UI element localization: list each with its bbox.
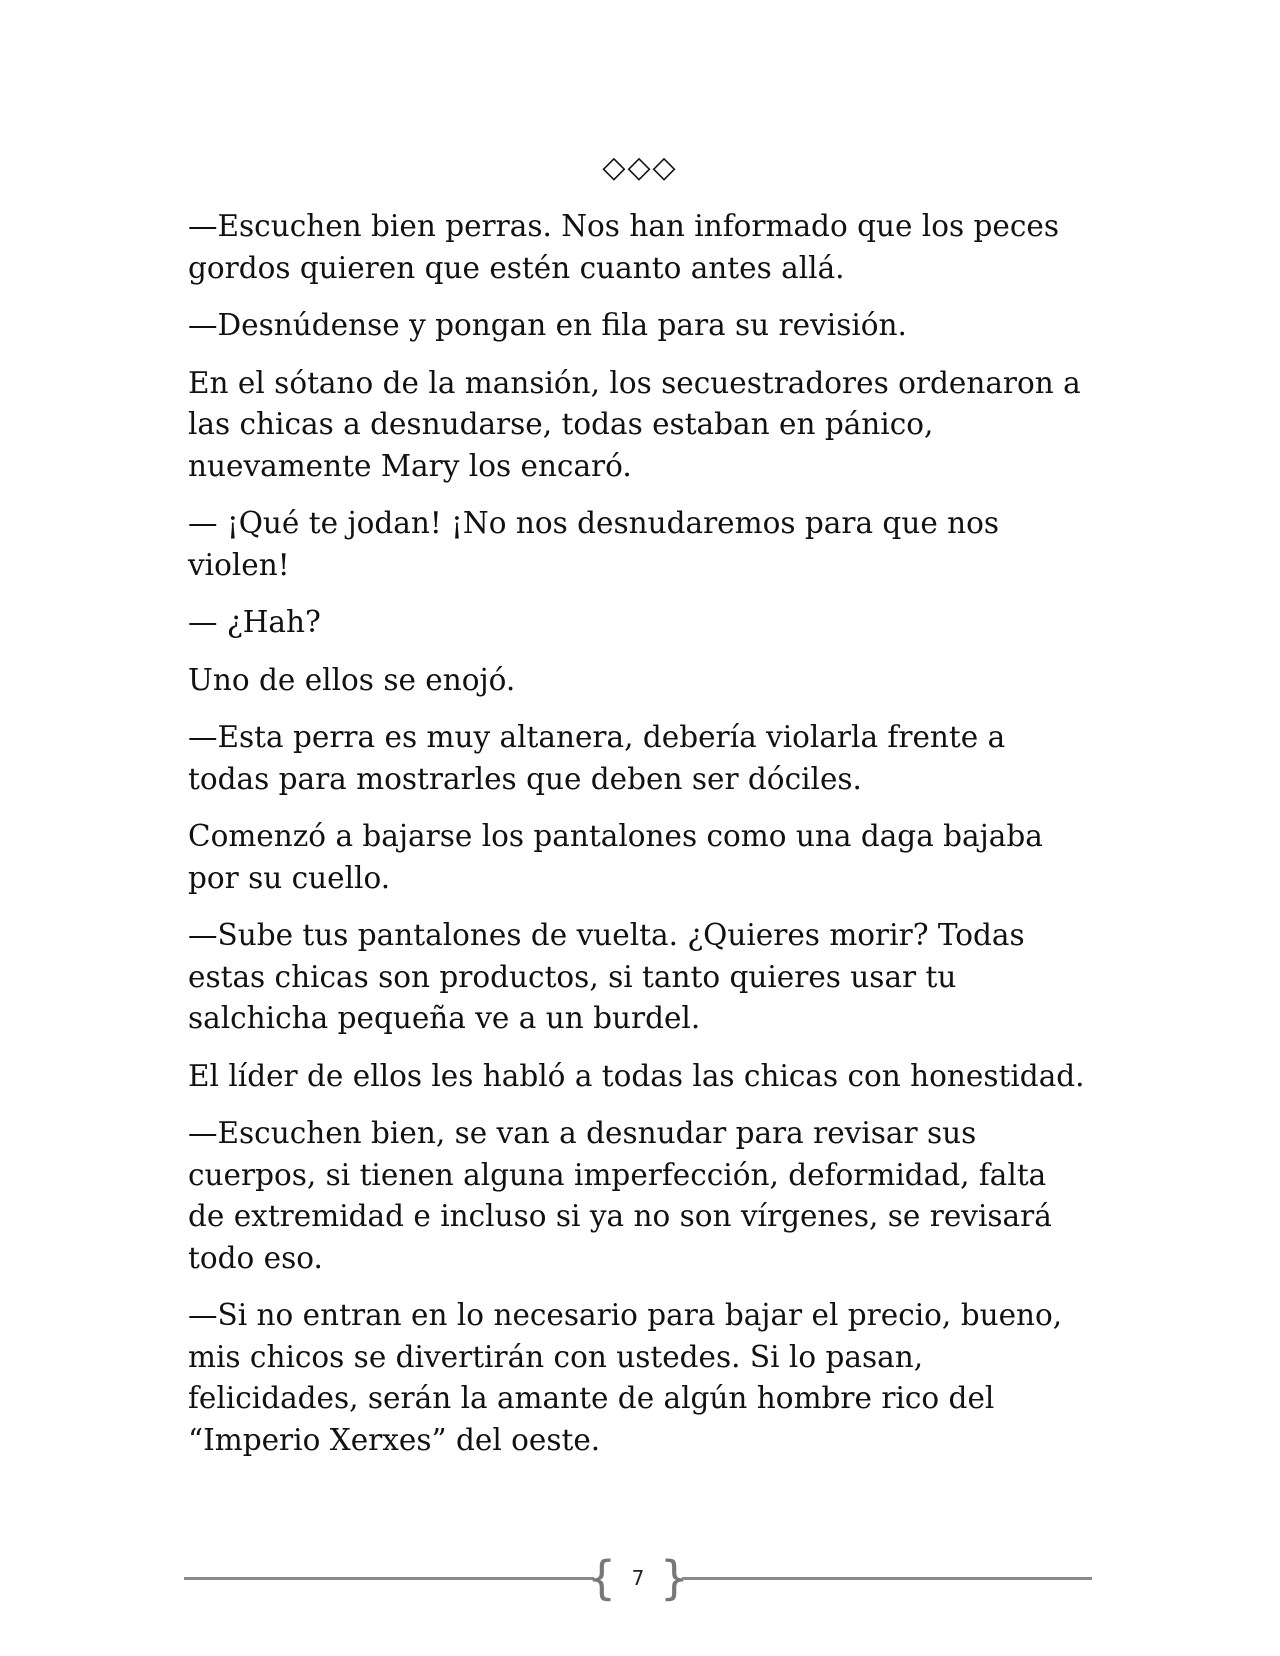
paragraph: —Sube tus pantalones de vuelta. ¿Quieres morir? Todas estas chicas son productos, si tanto quieres usar tu salchicha pequeña ve a un burdel. [188,918,1025,1035]
left-brace-icon: { [587,1551,617,1605]
paragraph: El líder de ellos les habló a todas las chicas con honestidad. [188,1058,1085,1093]
section-separator: ◇◇◇ [602,150,678,185]
footer-rule-right [682,1577,1092,1580]
paragraph: —Escuchen bien, se van a desnudar para revisar sus cuerpos, si tienen alguna imperfección, deformidad, falta de extremidad e incluso si ya no son vírgenes, se revisará todo eso. [188,1116,1052,1275]
body-text [188,206,1088,1477]
paragraph: —Escuchen bien perras. Nos han informado que los peces gordos quieren que estén cuanto antes allá. [188,209,1059,285]
page-number: 7 [631,1566,645,1590]
paragraph: Uno de ellos se enojó. [188,662,516,697]
right-brace-icon: } [659,1551,689,1605]
paragraph: — ¿Hah? [188,605,321,639]
paragraph: —Si no entran en lo necesario para bajar el precio, bueno, mis chicos se divertirán con ustedes. Si lo pasan, felicidades, serán la amante de algún hombre rico del “Imperio Xerxes” del oeste. [188,1298,1063,1457]
paragraph: —Desnúdense y pongan en fila para su revisión. [188,308,907,342]
paragraph: — ¡Qué te jodan! ¡No nos desnudaremos para que nos violen! [188,506,1000,582]
page-footer [184,1550,1092,1606]
paragraph: Comenzó a bajarse los pantalones como una daga bajaba por su cuello. [188,819,1043,895]
paragraph: En el sótano de la mansión, los secuestradores ordenaron a las chicas a desnudarse, todas estaban en pánico, nuevamente Mary los encaró. [188,365,1081,483]
paragraph: —Esta perra es muy altanera, debería violarla frente a todas para mostrarles que deben ser dóciles. [188,720,1006,796]
